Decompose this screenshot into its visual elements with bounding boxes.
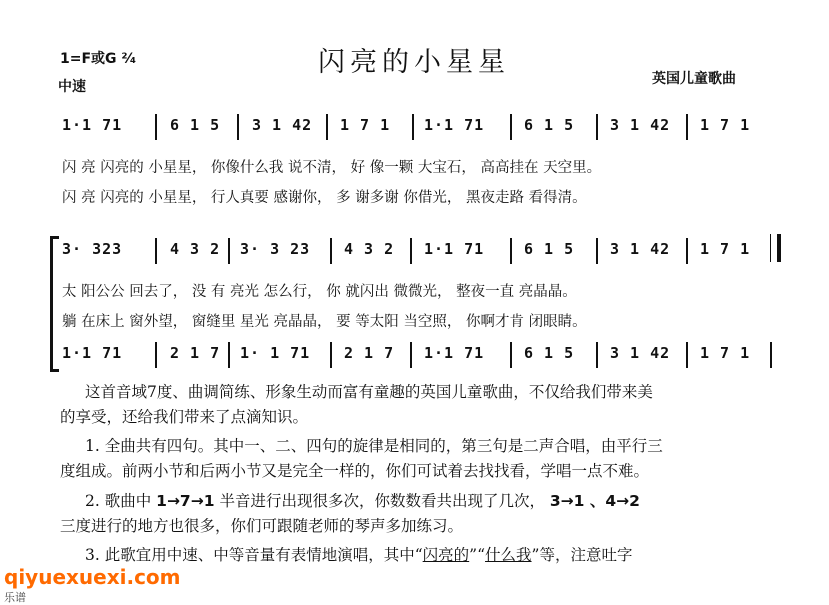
key-signature: 1=F或G ²⁄₄: [60, 51, 137, 67]
measure: 1·1 71: [62, 344, 123, 362]
notation-row-2-lower: [0, 344, 829, 368]
commentary-text: 半音进行出现很多次，你数数看共出现了几次，: [219, 492, 545, 510]
measure: 1 7 1: [700, 116, 751, 134]
measure: 3 1 42: [610, 116, 671, 134]
measure: 3· 323: [62, 240, 123, 258]
measure: 3 1 42: [610, 344, 671, 362]
commentary-text: 什么我: [485, 546, 532, 564]
measure: 2 1 7: [170, 344, 221, 362]
song-title: 闪亮的小星星: [318, 47, 510, 78]
measure: 1·1 71: [424, 344, 485, 362]
commentary-paragraph: 这首音域7度、曲调简练、形象生动而富有童趣的英国儿童歌曲，不仅给我们带来美: [85, 383, 653, 401]
measure: 1·1 71: [424, 116, 485, 134]
commentary-paragraph: 1. 全曲共有四句。其中一、二、四句的旋律是相同的，第三句是二声合唱，由平行三: [85, 437, 663, 455]
commentary-paragraph: 度组成。前两小节和后两小节又是完全一样的，你们可试着去找找看，学唱一点不难。: [60, 462, 650, 480]
commentary-paragraph: 的享受，还给我们带来了点滴知识。: [60, 408, 309, 426]
commentary-text: ”“: [469, 546, 486, 564]
commentary-text: 闪亮的: [422, 546, 470, 564]
lyric-verse-2: 躺 在床上 窗外望， 窗缝里 星光 亮晶晶， 要 等太阳 当空照， 你啊才肯 闭眼睛。: [62, 314, 587, 330]
measure: 1·1 71: [424, 240, 485, 258]
measure: 1 7 1: [700, 344, 751, 362]
measure: 6 1 5: [170, 116, 221, 134]
lyric-verse-1: 太 阳公公 回去了， 没 有 亮光 怎么行， 你 就闪出 微微光， 整夜一直 亮晶晶。: [62, 284, 577, 300]
measure: 6 1 5: [524, 344, 575, 362]
measure: 6 1 5: [524, 116, 575, 134]
measure: 2 1 7: [344, 344, 395, 362]
note-sequence: 3→1 、4→2: [549, 492, 640, 510]
measure: 1·1 71: [62, 116, 123, 134]
notation-row-1: [0, 116, 829, 140]
measure: 4 3 2: [344, 240, 395, 258]
measure: 3· 3 23: [240, 240, 311, 258]
notation-row-2-upper: [0, 240, 829, 264]
commentary-text: 3. 此歌宜用中速、中等音量有表情地演唱，其中“: [85, 546, 423, 564]
measure: 4 3 2: [170, 240, 221, 258]
commentary-text: ”等，注意吐字: [531, 546, 633, 564]
commentary-paragraph: [85, 489, 640, 514]
measure: 3 1 42: [252, 116, 313, 134]
measure: 6 1 5: [524, 240, 575, 258]
measure: 1 7 1: [340, 116, 391, 134]
watermark-subtext: 乐谱: [4, 591, 26, 604]
lyric-verse-1: 闪 亮 闪亮的 小星星， 你像什么我 说不清， 好 像一颗 大宝石， 高高挂在 天空里。: [62, 160, 602, 176]
commentary-text: 2. 歌曲中: [85, 492, 152, 510]
measure: 1· 1 71: [240, 344, 311, 362]
final-barline: [770, 234, 781, 262]
tempo-marking: 中速: [58, 79, 86, 95]
site-watermark: qiyuexuexi.com: [4, 565, 181, 589]
composer-credit: 英国儿童歌曲: [652, 71, 736, 87]
measure: 1 7 1: [700, 240, 751, 258]
measure: 3 1 42: [610, 240, 671, 258]
lyric-verse-2: 闪 亮 闪亮的 小星星， 行人真要 感谢你， 多 谢多谢 你借光， 黑夜走路 看得清。: [62, 190, 587, 206]
commentary-paragraph: 三度进行的地方也很多，你们可跟随老师的琴声多加练习。: [60, 517, 464, 535]
note-sequence: 1→7→1: [156, 492, 215, 510]
